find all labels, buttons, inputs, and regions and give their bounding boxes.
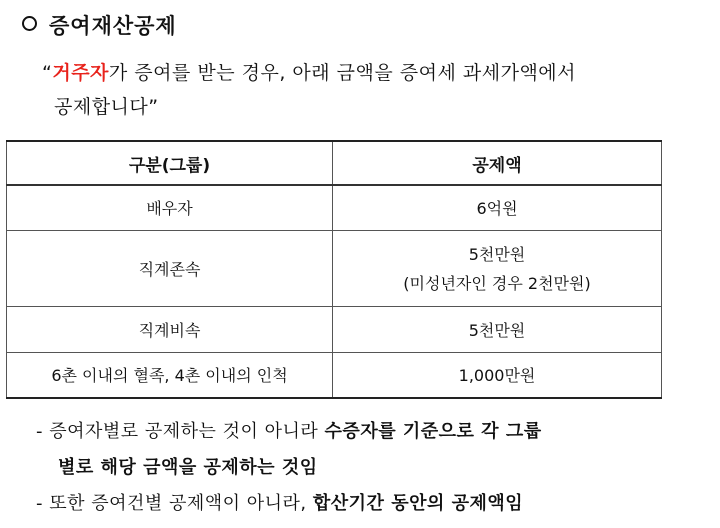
note-2-text: - 또한 증여건별 공제액이 아니라, [36, 493, 313, 514]
open-quote: “ [42, 62, 53, 84]
notes-list [36, 414, 720, 522]
note-item-1 [36, 414, 720, 450]
table-row [7, 230, 662, 306]
note-1-text: - 증여자별로 공제하는 것이 아니라 [36, 421, 325, 442]
resident-highlight: 거주자 [52, 62, 109, 84]
quote-line-1-text: 가 증여를 받는 경우, 아래 금액을 증여세 과세가액에서 [108, 62, 577, 84]
circle-bullet-icon [22, 16, 37, 31]
section-heading [22, 10, 177, 40]
quote-line-2: 공제합니다” [54, 96, 159, 118]
table-header-row [7, 141, 662, 185]
table-row [7, 352, 662, 398]
note-item-1-cont [36, 450, 720, 486]
row-group: 배우자 [7, 185, 333, 230]
row-amount-note: (미성년자인 경우 2천만원) [403, 274, 591, 293]
note-2-emphasis: 합산기간 동안의 공제액임 [312, 493, 524, 514]
quote-line-1 [42, 56, 714, 90]
table-row [7, 306, 662, 352]
row-group: 6촌 이내의 혈족, 4촌 이내의 인척 [7, 352, 333, 398]
row-amount-cell [333, 230, 662, 306]
deduction-table [6, 140, 662, 399]
note-item-2 [36, 486, 720, 522]
row-group: 직계존속 [7, 230, 333, 306]
header-group: 구분(그룹) [7, 141, 333, 185]
row-amount: 5천만원 [333, 306, 662, 352]
table-row [7, 185, 662, 230]
note-1-emphasis: 수증자를 기준으로 각 그룹 [324, 421, 542, 442]
row-amount: 1,000만원 [333, 352, 662, 398]
row-amount: 5천만원 [468, 245, 526, 264]
row-amount: 6억원 [333, 185, 662, 230]
header-amount: 공제액 [333, 141, 662, 185]
row-group: 직계비속 [7, 306, 333, 352]
note-1-emphasis-cont: 별로 해당 금액을 공제하는 것임 [58, 457, 318, 478]
definition-quote [42, 56, 714, 124]
heading-text: 증여재산공제 [49, 14, 177, 38]
